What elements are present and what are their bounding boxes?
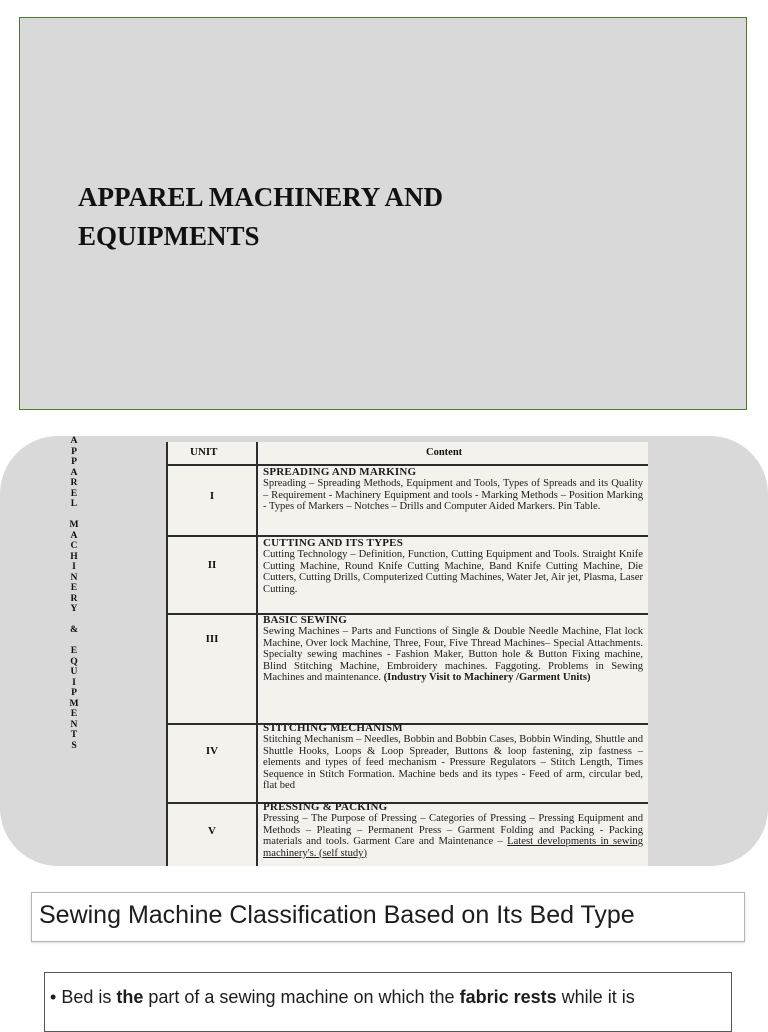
title-slide [19, 17, 747, 410]
unit-description: Cutting Technology – Definition, Function, Cutting Equipment and Tools. Straight Knife Cutting Machine, Round Knife Cutting Machine, Band Knife Cutting Machine, Die Cutters, Cutting Drills, Computerized Cutting Machines, Water Jet, Air jet, Plasma, Laser Cutting. [263, 549, 643, 595]
unit-title: PRESSING & PACKING [263, 801, 388, 813]
vertical-title-letter: A [70, 466, 78, 478]
unit-description-bold: (Industry Visit to Machinery /Garment Units) [383, 672, 591, 684]
unit-description: Pressing – The Purpose of Pressing – Categories of Pressing – Pressing Equipment and Methods – Pleating – Permanent Press – Garment Folding and Packing - Packing materials and tools. Garment Care and Maintenance – [263, 813, 643, 848]
table-row [168, 802, 648, 866]
vertical-title-letter: P [71, 687, 77, 698]
vertical-title-letter: H [70, 550, 78, 562]
unit-column-header: UNIT [190, 446, 218, 458]
syllabus-table [166, 442, 648, 866]
unit-title: BASIC SEWING [263, 614, 348, 626]
slide-title [78, 178, 598, 256]
unit-number: I [209, 490, 215, 502]
content-column-header: Content [426, 447, 463, 458]
unit-number: V [208, 825, 216, 837]
bullet-point [50, 987, 635, 1008]
vertical-title-letter: L [70, 498, 78, 509]
vertical-title-letter: N [70, 571, 78, 583]
unit-content [263, 615, 643, 683]
bullet-text-bold: the [116, 987, 144, 1007]
vertical-title-letter: E [70, 708, 78, 719]
bullet-text-part: Bed is [61, 987, 112, 1007]
vertical-title-letter: P [71, 456, 77, 467]
unit-content [263, 467, 643, 513]
slide-title-line-1: APPAREL MACHINERY AND [78, 182, 444, 212]
table-row [168, 535, 648, 615]
unit-title: SPREADING AND MARKING [263, 466, 417, 478]
unit-title: CUTTING AND ITS TYPES [263, 537, 404, 549]
vertical-title-letter: N [70, 718, 78, 730]
vertical-title-letter: I [72, 561, 76, 572]
unit-description-underlined: Latest developments in sewing machinery's. (self study) [263, 836, 644, 859]
unit-content [263, 538, 643, 595]
unit-number: II [207, 559, 217, 571]
vertical-title-letter: Y [70, 603, 78, 614]
table-header-row [168, 442, 648, 466]
bed-definition-slide [44, 972, 732, 1032]
vertical-title-letter: I [72, 676, 76, 688]
vertical-title-letter: U [70, 666, 78, 677]
vertical-title-letter: R [70, 477, 78, 488]
vertical-title-letter: C [70, 540, 78, 551]
slide-title-line-2: EQUIPMENTS [78, 221, 260, 251]
vertical-title-letter: & [70, 624, 78, 635]
vertical-title-letter: E [70, 487, 78, 499]
table-row [168, 723, 648, 804]
vertical-title-letter: M [69, 697, 79, 709]
syllabus-slide [0, 436, 768, 866]
unit-number: IV [205, 745, 219, 757]
classification-heading: Sewing Machine Classification Based on Its Bed Type [39, 901, 635, 929]
vertical-title-letter: E [70, 645, 78, 656]
table-row [168, 613, 648, 725]
vertical-title-letter: A [70, 529, 78, 541]
classification-heading-slide [31, 892, 745, 942]
vertical-title-letter: T [70, 729, 78, 740]
unit-number: III [205, 633, 219, 645]
vertical-title-letter: S [71, 739, 77, 751]
vertical-title-letter: E [70, 582, 78, 593]
vertical-subject-title [66, 436, 82, 751]
unit-content [263, 802, 643, 859]
bullet-glyph: • [50, 987, 57, 1007]
unit-title: STITCHING MECHANISM [263, 722, 403, 734]
bullet-text-part: part of a sewing machine on which the [148, 987, 455, 1007]
table-row [168, 464, 648, 537]
vertical-title-letter: Q [70, 655, 78, 667]
vertical-title-letter: R [70, 592, 78, 604]
unit-content [263, 723, 643, 791]
bullet-text-bold: fabric rests [459, 987, 557, 1007]
unit-description: Sewing Machines – Parts and Functions of Single & Double Needle Machine, Flat lock Machine, Over lock Machine, Three, Four, Five Thread Machines– Special Attachments. Specialty sewing machines - Fashion Maker, Button hole & Button Fixing machine, Blind Stitching Machine, Embroidery machines. Faggoting. Problems in Sewing Machines and maintenance. [263, 626, 643, 684]
unit-description: Spreading – Spreading Methods, Equipment and Tools, Types of Spreads and its Quality – Requirement - Machinery Equipment and tools - Marking Methods – Position Marking - Types of Markers – Notches – Drills and Computer Aided Markers. Pin Table. [263, 478, 643, 513]
vertical-title-letter: M [69, 519, 79, 530]
unit-description: Stitching Mechanism – Needles, Bobbin and Bobbin Cases, Bobbin Winding, Shuttle and Shuttle Hooks, Loops & Loop Spreader, Buttons & loop fastening, zip fastness – elements and types of feed mechanism - Pressure Regulators – Stitch Length, Times Sequence in Stitch Formation. Machine beds and its types - Feed of arm, circular bed, flat bed [263, 734, 643, 792]
vertical-title-letter: A [70, 436, 78, 446]
vertical-title-letter: P [71, 445, 77, 457]
bullet-text-part: while it is [561, 987, 635, 1007]
